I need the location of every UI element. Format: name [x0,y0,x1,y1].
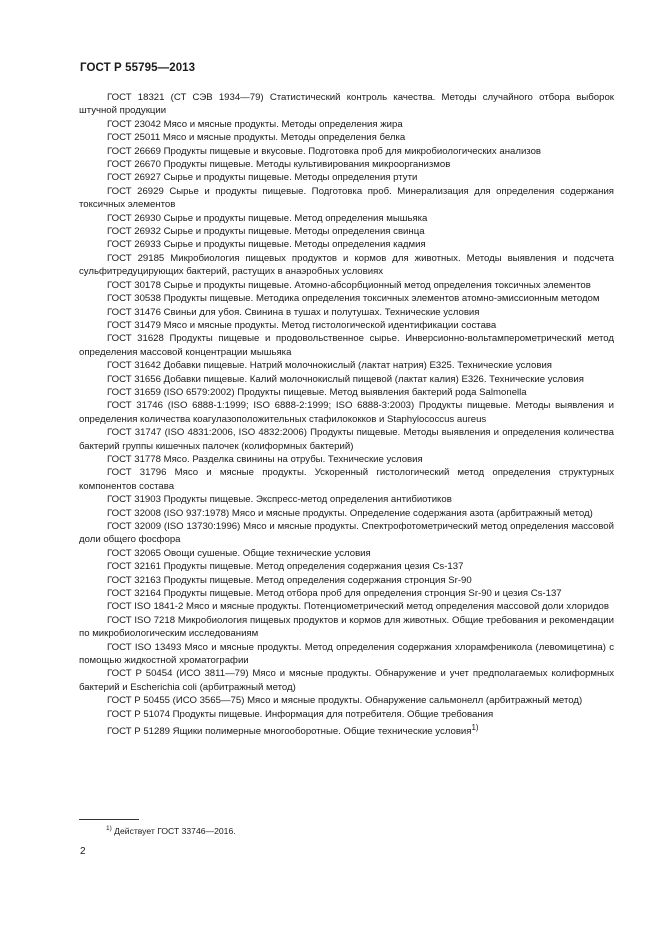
reference-item: ГОСТ 32164 Продукты пищевые. Метод отбора проб для определения стронция Sr-90 и цезия Cs-137 [107,588,562,600]
reference-item: ГОСТ 32161 Продукты пищевые. Метод определения содержания цезия Cs-137 [107,561,464,573]
reference-item: ГОСТ 32009 (ISO 13730:1996) Мясо и мясные продукты. Спектрофотометрический метод определения массовой доли общего фосфора [79,521,614,546]
footnote-separator [79,819,139,820]
reference-item: ГОСТ 26932 Сырье и продукты пищевые. Методы определения свинца [107,226,425,238]
reference-item: ГОСТ 18321 (СТ СЭВ 1934—79) Статистический контроль качества. Методы случайного отбора выборок штучной продукции [79,92,614,117]
reference-item: ГОСТ 32008 (ISO 937:1978) Мясо и мясные продукты. Определение содержания азота (арбитражный метод) [107,507,593,519]
reference-item: ГОСТ 30538 Продукты пищевые. Методика определения токсичных элементов атомно-эмиссионным методом [107,293,600,305]
reference-item: ГОСТ ISO 1841-2 Мясо и мясные продукты. Потенциометрический метод определения массовой доли хлоридов [107,601,609,613]
reference-item: ГОСТ 31746 (ISO 6888-1:1999; ISO 6888-2:1999; ISO 6888-3:2003) Продукты пищевые. Методы выявления и определения количества коагулазоположительных стафилококков и Staphylococcus aureus [79,400,614,425]
footnote [106,825,236,836]
reference-item: ГОСТ 26670 Продукты пищевые. Методы культивирования микроорганизмов [107,159,451,171]
reference-item: ГОСТ 31903 Продукты пищевые. Экспресс-метод определения антибиотиков [107,494,452,506]
reference-item: ГОСТ 29185 Микробиология пищевых продуктов и кормов для животных. Методы выявления и подсчета сульфитредуцирующих бактерий, растущих в анаэробных условиях [79,252,614,278]
reference-item: ГОСТ 26669 Продукты пищевые и вкусовые. Подготовка проб для микробиологических анализов [107,145,542,157]
reference-item: ГОСТ 26927 Сырье и продукты пищевые. Методы определения ртути [107,172,418,184]
page-number: 2 [80,846,86,857]
reference-item: ГОСТ 31479 Мясо и мясные продукты. Метод гистологической идентификации состава [107,319,497,331]
reference-item: ГОСТ 26933 Сырье и продукты пищевые. Методы определения кадмия [107,239,426,251]
reference-item: ГОСТ 31656 Добавки пищевые. Калий молочнокислый пищевой (лактат калия) Е326. Технические условия [107,373,584,385]
footnote-mark: 1) [106,825,112,832]
footnote-text: Действует ГОСТ 33746—2016. [114,825,236,836]
reference-item: ГОСТ 32163 Продукты пищевые. Метод определения содержания стронция Sr-90 [107,574,472,586]
reference-item: ГОСТ 31796 Мясо и мясные продукты. Ускоренный гистологический метод определения структурных компонентов состава [79,467,614,492]
reference-item: ГОСТ 31659 (ISO 6579:2002) Продукты пищевые. Метод выявления бактерий рода Salmonella [107,386,527,398]
reference-item: ГОСТ 23042 Мясо и мясные продукты. Методы определения жира [107,118,403,130]
reference-item: ГОСТ 31628 Продукты пищевые и продовольственное сырье. Инверсионно-вольтамперометрический метод определения массовой концентрации мышьяка [79,333,614,358]
reference-item: ГОСТ ISO 13493 Мясо и мясные продукты. Метод определения содержания хлорамфеникола (левомицетина) с помощью жидкостной хроматографии [79,641,614,667]
reference-item: ГОСТ Р 50454 (ИСО 3811—79) Мясо и мясные продукты. Обнаружение и учет предполагаемых колиформных бактерий и Escherichia coli (арбитражный метод) [79,668,614,693]
reference-item: ГОСТ 31642 Добавки пищевые. Натрий молочнокислый (лактат натрия) Е325. Технические условия [107,360,552,372]
normative-references-list [79,91,614,739]
reference-item: ГОСТ ISO 7218 Микробиология пищевых продуктов и кормов для животных. Общие требования и рекомендации по микробиологическим исследованиям [79,614,614,640]
reference-item: ГОСТ 31476 Свиньи для убоя. Свинина в тушах и полутушах. Технические условия [107,306,480,318]
reference-item: ГОСТ 26930 Сырье и продукты пищевые. Метод определения мышьяка [107,212,428,224]
reference-item: ГОСТ 31747 (ISO 4831:2006, ISO 4832:2006) Продукты пищевые. Методы выявления и определения количества бактерий группы кишечных палочек (колиформных бактерий) [79,427,614,452]
footnote-mark: 1) [471,723,479,733]
reference-item: ГОСТ 25011 Мясо и мясные продукты. Методы определения белка [107,132,406,144]
reference-item: ГОСТ Р 50455 (ИСО 3565—75) Мясо и мясные продукты. Обнаружение сальмонелл (арбитражный метод) [107,695,583,707]
reference-item: ГОСТ 30178 Сырье и продукты пищевые. Атомно-абсорбционный метод определения токсичных элементов [107,279,591,291]
reference-item: ГОСТ 26929 Сырье и продукты пищевые. Подготовка проб. Минерализация для определения содержания токсичных элементов [79,185,614,211]
reference-item: ГОСТ 32065 Овощи сушеные. Общие технические условия [107,547,371,559]
reference-item: ГОСТ Р 51074 Продукты пищевые. Информация для потребителя. Общие требования [107,708,494,720]
document-header: ГОСТ Р 55795—2013 [80,62,196,74]
reference-item: ГОСТ 31778 Мясо. Разделка свинины на отрубы. Технические условия [107,453,423,465]
reference-item-last [79,721,614,739]
reference-text: ГОСТ Р 51289 Ящики полимерные многооборотные. Общие технические условия [107,726,472,738]
